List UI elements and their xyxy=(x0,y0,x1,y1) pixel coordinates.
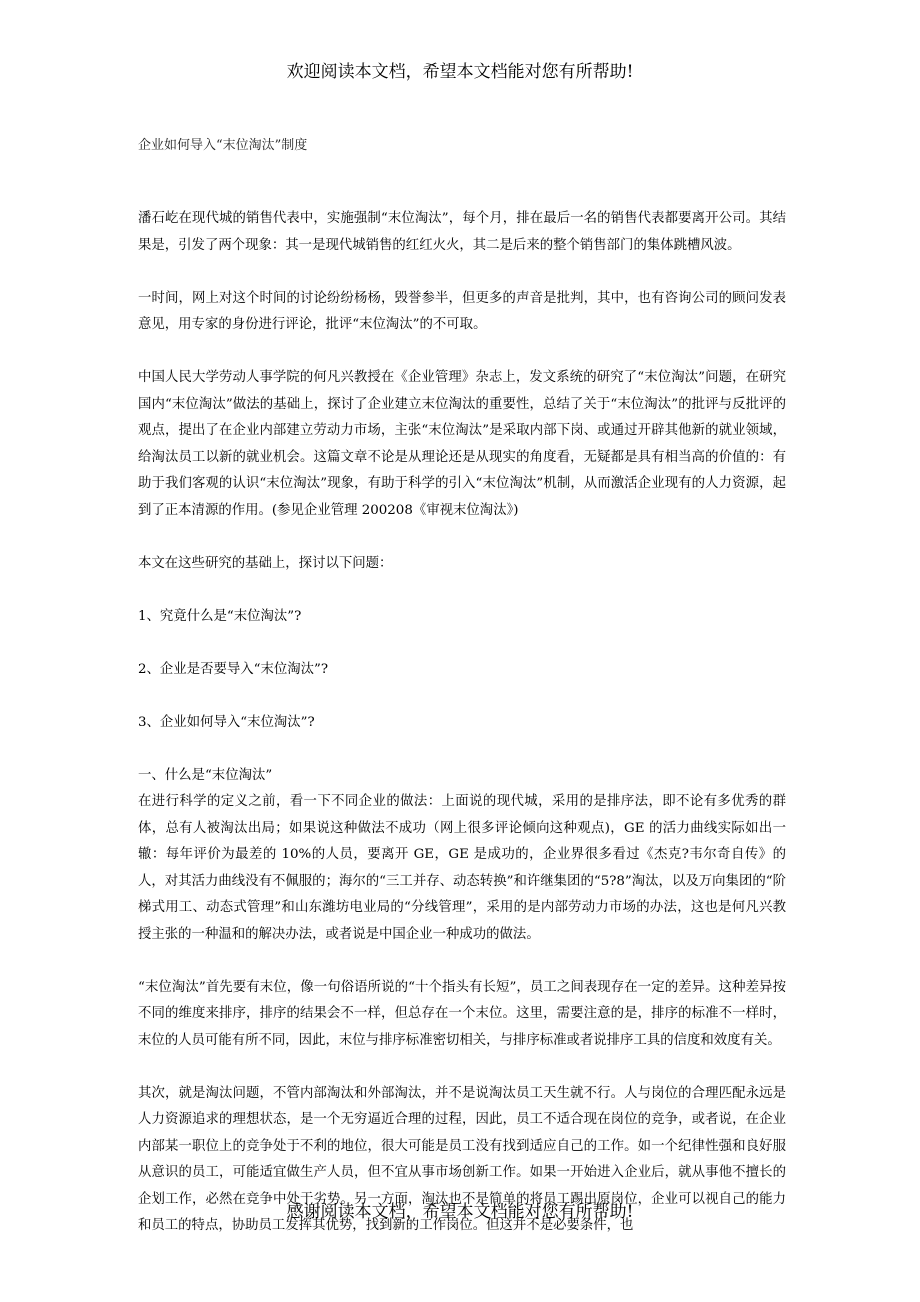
document-title: 企业如何导入“末位淘汰”制度 xyxy=(138,138,308,153)
question-item-2: 2、企业是否要导入“末位淘汰”? xyxy=(138,661,329,677)
paragraph-research: 中国人民大学劳动人事学院的何凡兴教授在《企业管理》杂志上，发文系统的研究了“末位淘汰”问题，在研究国内“末位淘汰”做法的基础上，探讨了企业建立末位淘汰的重要性，总结了关于“末位淘汰”的批评与反批评的观点，提出了在企业内部建立劳动力市场，主张“末位淘汰”是采取内部下岗、或通过开辟其他新的就业领域，给淘汰员工以新的就业机会。这篇文章不论是从理论还是从现实的角度看，无疑都是具有相当高的价值的：有助于我们客观的认识“末位淘汰”现象，有助于科学的引入“末位淘汰”机制，从而激活企业现有的人力资源，起到了正本清源的作用。(参见企业管理 200208《审视末位淘汰》) xyxy=(138,370,786,518)
question-item-1: 1、究竟什么是“末位淘汰”? xyxy=(138,608,302,624)
paragraph-questions-intro: 本文在这些研究的基础上，探讨以下问题： xyxy=(138,555,393,571)
paragraph-elimination: 其次，就是淘汰问题，不管内部淘汰和外部淘汰，并不是说淘汰员工天生就不行。人与岗位的合理匹配永远是人力资源追求的理想状态，是一个无穷逼近合理的过程，因此，员工不适合现在岗位的竞争，或者说，在企业内部某一职位上的竞争处于不利的地位，很大可能是员工没有找到适应自己的工作。如一个纪律性强和良好服从意识的员工，可能适宜做生产人员，但不宜从事市场创新工作。如果一开始进入企业后，就从事他不擅长的企划工作，必然在竞争中处于劣势。另一方面，淘汰也不是简单的将员工踢出原岗位，企业可以视自己的能力和员工的特点，协助员工发挥其优势，找到新的工作岗位。但这并不是必要条件，也 xyxy=(138,1085,786,1233)
paragraph-intro: 潘石屹在现代城的销售代表中，实施强制“末位淘汰”，每个月，排在最后一名的销售代表都要离开公司。其结果是，引发了两个现象：其一是现代城销售的红红火火，其二是后来的整个销售部门的集体跳槽风波。 xyxy=(138,211,786,253)
question-item-3: 3、企业如何导入“末位淘汰”? xyxy=(138,714,315,730)
section-heading-1: 一、什么是“末位淘汰” xyxy=(138,767,273,783)
page-footer: 感谢阅读本文档，希望本文档能对您有所帮助! xyxy=(286,1202,634,1222)
paragraph-definition: 在进行科学的定义之前，看一下不同企业的做法：上面说的现代城，采用的是排序法，即不论有多优秀的群体，总有人被淘汰出局；如果说这种做法不成功（网上很多评论倾向这种观点)，GE 的活力曲线实际如出一辙：每年评价为最差的 10%的人员，要离开 GE，GE 是成功的，企业界很多看过《杰克?韦尔奇自传》的人，对其活力曲线没有不佩服的；海尔的“三工并存、动态转换”和许继集团的“5?8”淘汰，以及万向集团的“阶梯式用工、动态式管理”和山东潍坊电业局的“分线管理”，采用的是内部劳动力市场的办法，这也是何凡兴教授主张的一种温和的解决办法，或者说是中国企业一种成功的做法。 xyxy=(138,794,786,942)
page-header: 欢迎阅读本文档，希望本文档能对您有所帮助! xyxy=(286,62,634,82)
paragraph-online-debate: 一时间，网上对这个时间的讨论纷纷杨杨，毁誉参半，但更多的声音是批判，其中，也有咨询公司的顾问发表意见，用专家的身份进行评论，批评“末位淘汰”的不可取。 xyxy=(138,290,786,332)
paragraph-ranking: “末位淘汰”首先要有末位，像一句俗语所说的“十个指头有长短”，员工之间表现存在一定的差异。这种差异按不同的维度来排序，排序的结果会不一样，但总存在一个末位。这里，需要注意的是，排序的标准不一样时，末位的人员可能有所不同，因此，末位与排序标准密切相关，与排序标准或者说排序工具的信度和效度有关。 xyxy=(138,979,786,1048)
document-body xyxy=(138,206,786,1240)
